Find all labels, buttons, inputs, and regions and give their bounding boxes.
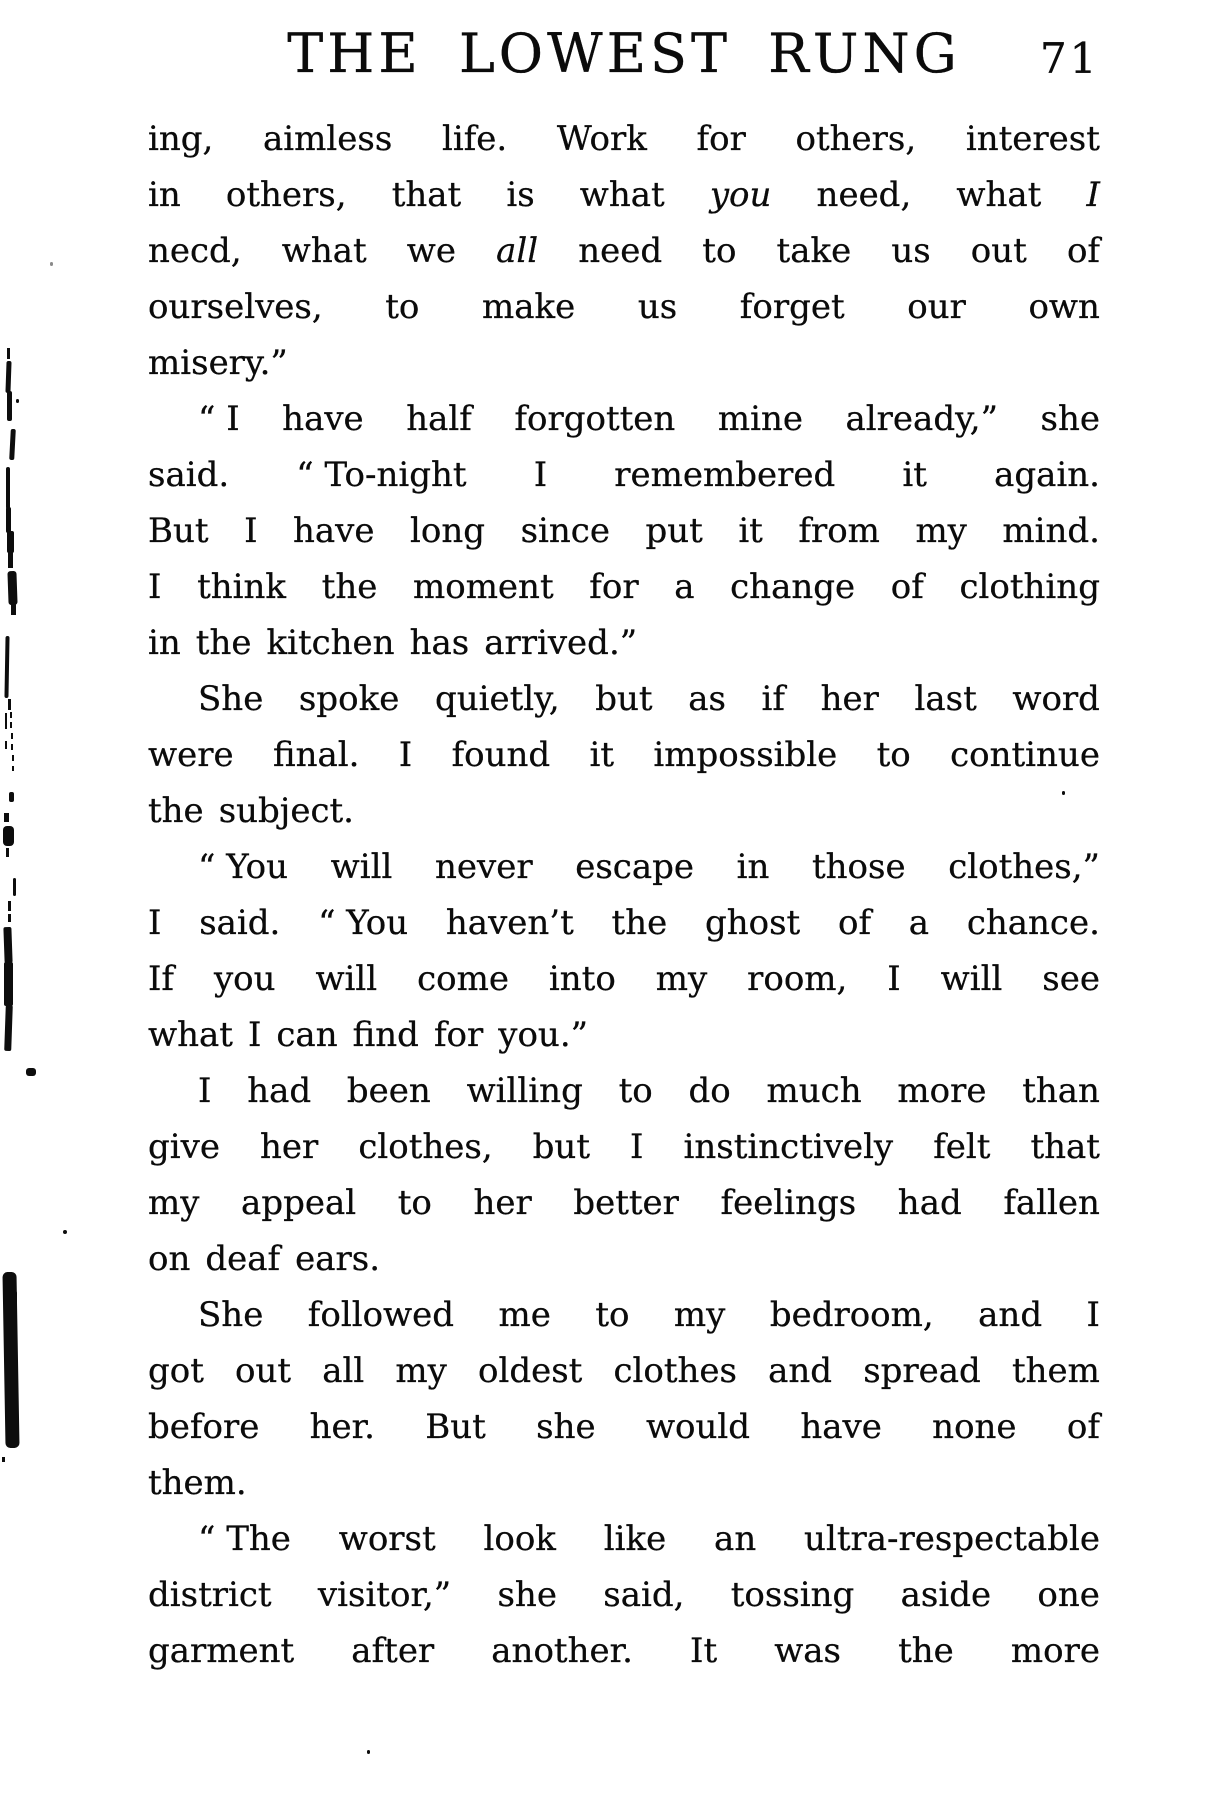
scan-artifact xyxy=(11,602,16,615)
text-line xyxy=(148,223,1100,279)
word: word xyxy=(1012,679,1100,719)
word: spread xyxy=(863,1351,981,1391)
word: others, xyxy=(795,119,917,159)
word: find xyxy=(352,1015,419,1055)
word: all xyxy=(496,231,539,271)
word: those xyxy=(812,847,906,887)
text-line xyxy=(148,839,1100,895)
word: change xyxy=(730,567,856,607)
word: none xyxy=(932,1407,1017,1447)
word: clothes xyxy=(613,1351,737,1391)
word: my xyxy=(915,511,967,551)
word: to xyxy=(618,1071,653,1111)
scan-artifact xyxy=(26,1068,36,1076)
scan-artifact xyxy=(8,552,13,568)
scan-artifact xyxy=(50,262,53,266)
word: an xyxy=(714,1519,757,1559)
word: I xyxy=(630,1127,644,1167)
word: found xyxy=(451,735,551,775)
text-line xyxy=(148,1007,1100,1063)
word: garment xyxy=(148,1631,295,1671)
word: more xyxy=(1010,1631,1100,1671)
word: If xyxy=(148,959,175,999)
word: She xyxy=(198,679,264,719)
word: can xyxy=(276,1015,338,1055)
text-line xyxy=(148,783,1100,839)
word: of xyxy=(1066,231,1100,271)
word: ears. xyxy=(295,1239,381,1279)
word: But xyxy=(425,1407,486,1447)
text-line xyxy=(148,559,1100,615)
word: quietly, xyxy=(434,679,560,719)
word: more xyxy=(897,1071,987,1111)
word: spoke xyxy=(298,679,400,719)
word: put xyxy=(645,511,703,551)
word: followed xyxy=(307,1295,455,1335)
word: remembered xyxy=(614,455,836,495)
scan-artifact xyxy=(4,1005,13,1051)
word: I xyxy=(1086,1295,1100,1335)
scan-artifact xyxy=(9,792,14,802)
word: worst xyxy=(338,1519,436,1559)
word: I xyxy=(198,1071,212,1111)
word: if xyxy=(761,679,785,719)
word: clothes,” xyxy=(948,847,1100,887)
word: is xyxy=(506,175,535,215)
text-line xyxy=(148,1623,1100,1679)
word: them. xyxy=(148,1463,247,1503)
word: ghost xyxy=(704,903,801,943)
word: for xyxy=(433,1015,484,1055)
word: on xyxy=(148,1239,191,1279)
word: She xyxy=(198,1295,264,1335)
word: life. xyxy=(441,119,508,159)
word: “ You xyxy=(318,903,409,943)
scan-artifact xyxy=(8,699,11,710)
word: what xyxy=(281,231,367,271)
word: said, xyxy=(603,1575,685,1615)
scan-artifact xyxy=(12,766,14,771)
word: ultra-respectable xyxy=(804,1519,1100,1559)
word: in xyxy=(736,847,770,887)
word: look xyxy=(483,1519,556,1559)
word: make xyxy=(481,287,576,327)
word: do xyxy=(688,1071,731,1111)
word: I xyxy=(887,959,901,999)
word: of xyxy=(890,567,924,607)
word: fallen xyxy=(1003,1183,1100,1223)
word: kitchen xyxy=(266,623,395,663)
word: my xyxy=(673,1295,726,1335)
word: I xyxy=(247,1015,262,1055)
word: but xyxy=(532,1127,590,1167)
word: haven’t xyxy=(445,903,574,943)
scan-artifact xyxy=(2,1272,19,1448)
text-line xyxy=(148,951,1100,1007)
word: all xyxy=(322,1351,365,1391)
word: her xyxy=(260,1127,319,1167)
word: “ You xyxy=(198,847,289,887)
page-number: 71 xyxy=(1040,34,1100,83)
word: necd, xyxy=(148,231,242,271)
word: ourselves, xyxy=(148,287,323,327)
word: moment xyxy=(412,567,554,607)
word: see xyxy=(1042,959,1100,999)
word: district xyxy=(148,1575,272,1615)
word: in xyxy=(148,175,181,215)
word: from xyxy=(798,511,880,551)
text-line xyxy=(148,1455,1100,1511)
text-line xyxy=(148,167,1100,223)
text-line xyxy=(148,1287,1100,1343)
word: she xyxy=(497,1575,557,1615)
word: mine xyxy=(717,399,803,439)
word: got xyxy=(148,1351,204,1391)
word: was xyxy=(774,1631,842,1671)
text-line xyxy=(148,1063,1100,1119)
word: as xyxy=(688,679,726,719)
scan-artifact xyxy=(8,914,11,922)
word: said. xyxy=(199,903,281,943)
word: have xyxy=(293,511,375,551)
word: mind. xyxy=(1002,511,1100,551)
scan-artifact xyxy=(7,348,10,359)
word: take xyxy=(776,231,852,271)
scan-artifact xyxy=(6,467,10,509)
scan-artifact xyxy=(8,901,11,911)
word: oldest xyxy=(477,1351,583,1391)
text-line xyxy=(148,391,1100,447)
word: felt xyxy=(933,1127,991,1167)
word: you.” xyxy=(498,1015,589,1055)
word: than xyxy=(1022,1071,1100,1111)
text-line xyxy=(148,1119,1100,1175)
word: already,” xyxy=(845,399,998,439)
word: misery.” xyxy=(148,343,288,383)
word: to xyxy=(876,735,911,775)
word: the xyxy=(195,623,252,663)
scan-artifact xyxy=(5,741,7,749)
word: I xyxy=(1086,175,1100,215)
text-line xyxy=(148,503,1100,559)
word: instinctively xyxy=(683,1127,894,1167)
word: of xyxy=(837,903,872,943)
word: to xyxy=(595,1295,630,1335)
text-line xyxy=(148,671,1100,727)
word: her. xyxy=(309,1407,375,1447)
scan-artifact xyxy=(10,712,12,718)
word: come xyxy=(417,959,509,999)
word: will xyxy=(315,959,378,999)
word: But xyxy=(148,511,209,551)
word: much xyxy=(766,1071,862,1111)
word: clothes, xyxy=(358,1127,493,1167)
scan-artifact xyxy=(2,1457,5,1462)
word: visitor,” xyxy=(317,1575,452,1615)
word: would xyxy=(645,1407,751,1447)
word: the xyxy=(148,791,204,831)
word: feelings xyxy=(720,1183,857,1223)
word: one xyxy=(1037,1575,1100,1615)
word: them xyxy=(1011,1351,1100,1391)
word: but xyxy=(595,679,653,719)
word: to xyxy=(385,287,420,327)
word: of xyxy=(1066,1407,1100,1447)
word: willing xyxy=(466,1071,583,1111)
text-line xyxy=(148,1175,1100,1231)
word: my xyxy=(395,1351,447,1391)
word: forget xyxy=(739,287,845,327)
word: you xyxy=(213,959,276,999)
word: interest xyxy=(965,119,1100,159)
text-line xyxy=(148,111,1100,167)
word: it xyxy=(902,455,927,495)
word: forgotten xyxy=(514,399,676,439)
word: to xyxy=(397,1183,432,1223)
word: “ To-night xyxy=(296,455,467,495)
word: out xyxy=(235,1351,292,1391)
word: a xyxy=(674,567,695,607)
word: arrived.” xyxy=(484,623,638,663)
scan-artifact xyxy=(367,1750,370,1754)
word: never xyxy=(435,847,533,887)
word: before xyxy=(148,1407,260,1447)
word: “ The xyxy=(198,1519,291,1559)
word: we xyxy=(406,231,457,271)
text-line xyxy=(148,895,1100,951)
word: the xyxy=(898,1631,954,1671)
word: will xyxy=(330,847,393,887)
scan-artifact xyxy=(5,361,11,393)
word: need, xyxy=(816,175,912,215)
scan-artifact xyxy=(5,713,7,729)
word: she xyxy=(1040,399,1100,439)
running-header: THE LOWEST RUNG xyxy=(287,22,961,85)
word: have xyxy=(282,399,364,439)
scan-artifact xyxy=(11,733,13,739)
word: the xyxy=(321,567,378,607)
word: and xyxy=(978,1295,1043,1335)
scan-artifact xyxy=(7,391,12,421)
scan-artifact xyxy=(4,636,9,698)
word: a xyxy=(908,903,930,943)
scan-artifact xyxy=(7,571,17,605)
scan-artifact xyxy=(11,744,13,750)
word: I xyxy=(398,735,413,775)
text-line xyxy=(148,1231,1100,1287)
word: and xyxy=(768,1351,833,1391)
word: my xyxy=(148,1183,200,1223)
word: us xyxy=(891,231,931,271)
word: clothing xyxy=(959,567,1100,607)
word: own xyxy=(1028,287,1100,327)
word: Work xyxy=(556,119,647,159)
word: It xyxy=(690,1631,718,1671)
word: in xyxy=(148,623,181,663)
scan-artifact xyxy=(7,531,14,553)
scan-artifact xyxy=(10,722,12,728)
word: me xyxy=(498,1295,551,1335)
word: deaf xyxy=(205,1239,281,1279)
word: what xyxy=(148,1015,233,1055)
text-line xyxy=(148,1343,1100,1399)
word: “ I xyxy=(198,399,240,439)
word: have xyxy=(800,1407,882,1447)
word: I xyxy=(148,567,162,607)
word: better xyxy=(573,1183,679,1223)
word: chance. xyxy=(966,903,1100,943)
word: impossible xyxy=(653,735,838,775)
word: I xyxy=(244,511,258,551)
word: had xyxy=(897,1183,962,1223)
scan-artifact xyxy=(9,1290,17,1430)
word: escape xyxy=(575,847,694,887)
word: us xyxy=(637,287,678,327)
text-line xyxy=(148,1399,1100,1455)
word: bedroom, xyxy=(769,1295,934,1335)
text-line xyxy=(148,1567,1100,1623)
scan-artifact xyxy=(6,507,11,533)
word: what xyxy=(579,175,665,215)
word: aimless xyxy=(263,119,393,159)
word: last xyxy=(914,679,977,719)
word: think xyxy=(197,567,287,607)
word: after xyxy=(351,1631,435,1671)
word: I xyxy=(533,455,548,495)
word: continue xyxy=(950,735,1100,775)
scan-artifact xyxy=(6,848,9,857)
text-line xyxy=(148,615,1100,671)
scan-artifact xyxy=(13,878,16,896)
word: will xyxy=(940,959,1003,999)
word: said. xyxy=(148,455,230,495)
word: our xyxy=(907,287,966,327)
word: ing, xyxy=(148,119,214,159)
word: had xyxy=(247,1071,312,1111)
word: aside xyxy=(900,1575,992,1615)
word: half xyxy=(406,399,472,439)
word: again. xyxy=(994,455,1100,495)
word: you xyxy=(709,175,772,215)
word: give xyxy=(148,1127,220,1167)
word: has xyxy=(409,623,470,663)
scan-artifact xyxy=(4,962,13,1006)
text-line xyxy=(148,447,1100,503)
text-line xyxy=(148,1511,1100,1567)
word: I xyxy=(148,903,162,943)
word: need xyxy=(578,231,663,271)
word: appeal xyxy=(241,1183,357,1223)
scan-artifact xyxy=(3,927,12,963)
word: for xyxy=(696,119,746,159)
word: for xyxy=(589,567,639,607)
word: others, xyxy=(225,175,347,215)
word: she xyxy=(536,1407,596,1447)
word: like xyxy=(603,1519,667,1559)
scan-artifact xyxy=(16,399,19,403)
word: final. xyxy=(272,735,360,775)
word: it xyxy=(738,511,763,551)
word: since xyxy=(520,511,610,551)
scan-artifact xyxy=(4,813,9,822)
body-text xyxy=(148,111,1100,1679)
word: that xyxy=(391,175,462,215)
word: that xyxy=(1030,1127,1100,1167)
word: tossing xyxy=(730,1575,855,1615)
word: into xyxy=(548,959,616,999)
word: my xyxy=(655,959,708,999)
scan-artifact xyxy=(63,1230,67,1234)
word: were xyxy=(148,735,234,775)
word: another. xyxy=(491,1631,633,1671)
text-line xyxy=(148,335,1100,391)
scan-artifact xyxy=(3,826,14,846)
word: her xyxy=(820,679,879,719)
word: the xyxy=(611,903,668,943)
text-line xyxy=(148,727,1100,783)
word: what xyxy=(956,175,1042,215)
scan-artifact xyxy=(9,429,16,460)
word: room, xyxy=(747,959,848,999)
word: subject. xyxy=(218,791,354,831)
scan-artifact xyxy=(12,755,14,761)
word: her xyxy=(473,1183,532,1223)
word: long xyxy=(410,511,486,551)
text-line xyxy=(148,279,1100,335)
word: out xyxy=(970,231,1027,271)
word: been xyxy=(346,1071,431,1111)
word: it xyxy=(589,735,615,775)
word: to xyxy=(702,231,737,271)
